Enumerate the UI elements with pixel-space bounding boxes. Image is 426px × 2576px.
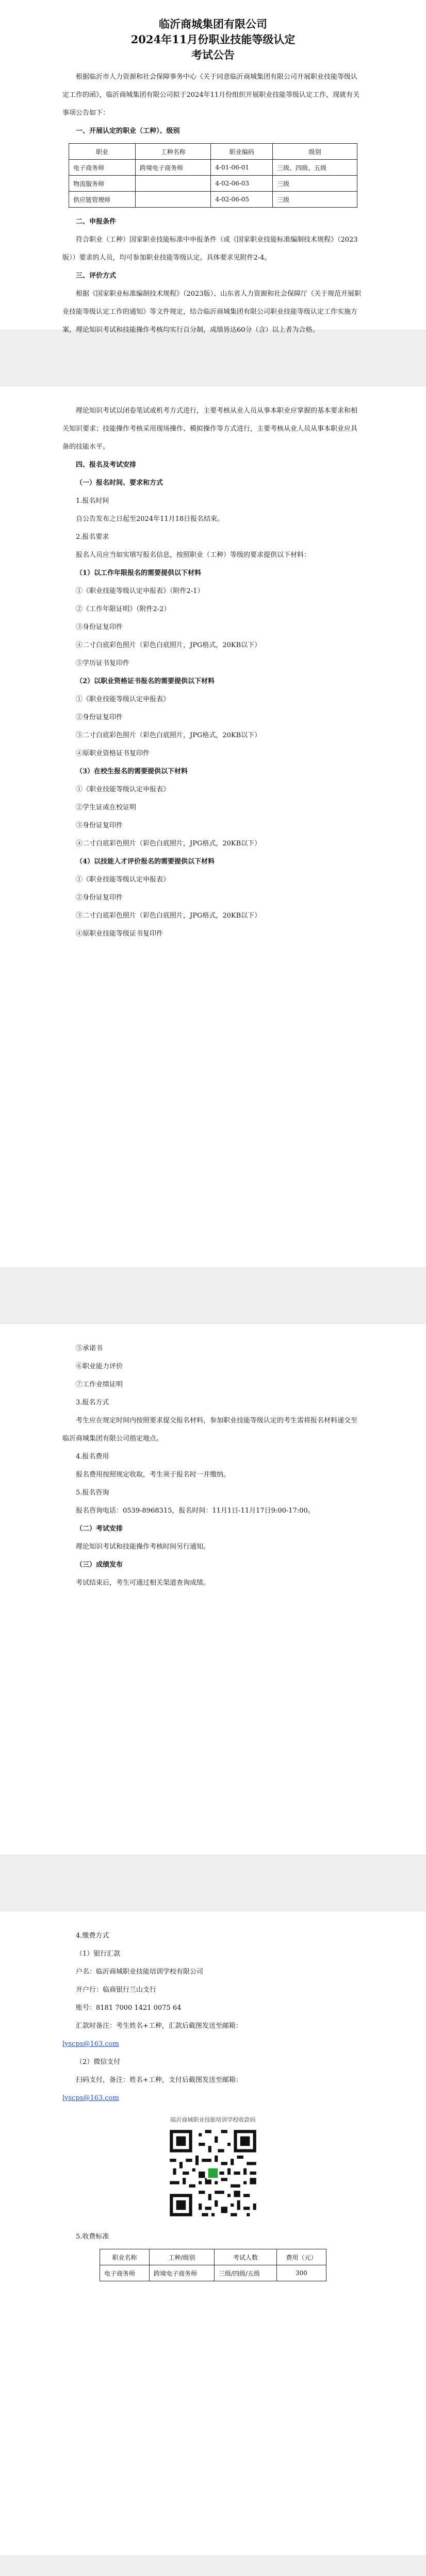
table-header-row [69, 144, 357, 160]
body-4-1-5: 报名咨询电话：0539-8968315，报名时间：11月1日-11月17日9:00-17:00。 [76, 1507, 315, 1515]
table-header-cell: 级别 [273, 144, 357, 160]
table-cell: 供应链管理师 [69, 192, 136, 208]
table-cell: 三级/四级/五级 [214, 2265, 276, 2281]
intro-paragraph: 根据临沂市人力资源和社会保障事务中心《关于同意临沂商城集团有限公司开展职业技能等级认定工作的函》，临沂商城集团有限公司拟于2024年11月份组织开展职业技能等级认定工作，现就有关事项公告如下： [62, 73, 360, 117]
table-cell: 300 [276, 2265, 326, 2281]
bank-name: 开户行：临商银行兰山支行 [76, 1986, 157, 1994]
page-4 [45, 1911, 381, 2555]
body-4-1-3: 考生应在规定时间内按照要求提交报名材料，参加职业技能等级认定的考生需将报名材料递交至临沂商城集团有限公司指定地点。 [62, 1417, 358, 1443]
heading-4-1-2: 2.报名要求 [76, 533, 109, 541]
subsection-4-1: （一）报名时间、要求和方式 [76, 479, 163, 487]
page-3 [45, 1324, 381, 1855]
table-cell: 4-02-06-03 [211, 176, 273, 192]
table-header-row [100, 2249, 326, 2265]
page-2 [45, 386, 381, 1267]
payment-heading: 4.缴费方式 [76, 1932, 109, 1940]
table-header-cell: 工种名称 [136, 144, 211, 160]
table-header-cell: 职业名称 [100, 2249, 150, 2265]
heading-4-1-1: 1.报名时间 [76, 497, 109, 505]
table-header-cell: 职业 [69, 144, 136, 160]
page-1 [45, 0, 381, 334]
list-item: ②身份证复印件 [76, 714, 123, 721]
list-item: ②身份证复印件 [76, 894, 123, 902]
list-item: ⑤承诺书 [76, 1345, 103, 1352]
wechat-note: 扫码支付，备注：姓名+工种，支付后截图发送至邮箱： [76, 2076, 242, 2084]
payment-method-bank: （1）银行汇款 [76, 1950, 121, 1958]
fee-table [100, 2249, 326, 2281]
occupation-table [69, 143, 357, 208]
table-row [69, 176, 357, 192]
table-header-cell: 考试人数 [214, 2249, 276, 2265]
body-4-1-4: 报名费用按照规定收取，考生须于报名时一并缴纳。 [76, 1471, 231, 1479]
section-3-body-b: 理论知识考试以闭卷笔试或机考方式进行，主要考核从业人员从事本职业应掌握的基本要求和相关知识要求；技能操作考核采用现场操作、模拟操作等方式进行，主要考核从业人员从事本职业应具备的技能水平。 [62, 407, 358, 451]
table-cell: 三级、四级、五级 [273, 160, 357, 176]
subsection-4-3: （三）成绩发布 [76, 1561, 123, 1569]
page-separator [0, 1855, 426, 1911]
list-item: ②《工作年限证明》（附件2-2） [76, 605, 171, 613]
subsection-4-2: （二）考试安排 [76, 1525, 123, 1533]
list-item: ②学生证或在校证明 [76, 804, 137, 811]
payment-note: 汇款时备注：考生姓名+工种，汇款后截图发送至邮箱： [76, 2022, 242, 2030]
account-number: 账号：8181 7000 1421 0075 64 [76, 2004, 182, 2012]
qr-code-icon [167, 2127, 259, 2219]
table-header-cell: 职业编码 [211, 144, 273, 160]
email-line-2 [62, 2089, 364, 2107]
table-row [69, 192, 357, 208]
wechat-email-link[interactable]: lyscps@163.com [62, 2094, 119, 2102]
body-4-3: 考试结束后，考生可通过相关渠道查询成绩。 [76, 1579, 210, 1587]
qr-code-block [156, 2115, 270, 2219]
list-item: ①《职业技能等级认定申报表》 [76, 786, 170, 793]
table-cell: 物流服务师 [69, 176, 136, 192]
list-item: ③身份证复印件 [76, 822, 123, 829]
heading-4-1-5: 5.报名咨询 [76, 1489, 109, 1497]
doc-title-line3: 考试公告 [191, 48, 235, 61]
email-line [62, 2035, 364, 2053]
list-item: ④二寸白底彩色照片（彩色白底照片，JPG格式，20KB以下） [76, 641, 261, 649]
list-d-title: （4）以技能人才评价报名的需要提供以下材料 [76, 858, 215, 866]
list-a-title: （1）以工作年限报名的需要提供以下材料 [76, 569, 202, 577]
section-1-heading: 一、开展认定的职业（工种）、级别 [76, 127, 180, 135]
table-cell: 电子商务师 [69, 160, 136, 176]
list-item: ③二寸白底彩色照片（彩色白底照片，JPG格式，20KB以下） [76, 732, 261, 739]
list-item: ⑤学历证书复印件 [76, 659, 130, 667]
section-3-body-a: 根据《国家职业标准编制技术规程》（2023版）、山东省人力资源和社会保障厅《关于规范开展职业技能等级认定工作的通知》等文件规定，结合临沂商城集团有限公司职业技能等级认定工作实施方案，理论知识考试和技能操作考核均实行百分制，成绩皆达60分（含）以上者为合格。 [62, 290, 362, 334]
fee-heading: 5.收费标准 [76, 2233, 109, 2241]
heading-4-1-3: 3.报名方式 [76, 1399, 109, 1406]
list-item: ④原职业技能等级证书复印件 [76, 930, 163, 938]
list-item: ③身份证复印件 [76, 623, 123, 631]
table-cell [136, 192, 211, 208]
table-cell: 跨境电子商务师 [136, 160, 211, 176]
heading-4-1-4: 4.报名费用 [76, 1453, 109, 1461]
list-item: ⑥职业能力评价 [76, 1363, 123, 1370]
payment-email-link[interactable]: lyscps@163.com [62, 2040, 119, 2048]
qr-caption: 临沂商城职业技能培训学校收款码 [170, 2116, 256, 2123]
list-b-title: （2）以职业资格证书报名的需要提供以下材料 [76, 677, 215, 685]
table-cell: 三级 [273, 176, 357, 192]
section-3-heading: 三、评价方式 [76, 272, 117, 280]
page-separator [0, 2555, 426, 2576]
list-item: ③二寸白底彩色照片（彩色白底照片，JPG格式，20KB以下） [76, 912, 261, 920]
table-row [100, 2265, 326, 2281]
list-item: ④二寸白底彩色照片（彩色白底照片，JPG格式，20KB以下） [76, 840, 261, 848]
list-item: ⑦工作业绩证明 [76, 1381, 123, 1388]
list-item: ①《职业技能等级认定申报表》 [76, 876, 170, 884]
body-4-1-2: 报名人员应当如实填写报名信息，按照职业（工种）等级的要求提供以下材料： [76, 551, 311, 559]
table-header-cell: 费用（元） [276, 2249, 326, 2265]
table-cell: 4-02-06-05 [211, 192, 273, 208]
list-c-title: （3）在校生报名的需要提供以下材料 [76, 768, 188, 775]
table-cell: 三级 [273, 192, 357, 208]
section-4-heading: 四、报名及考试安排 [76, 461, 137, 469]
list-item: ①《职业技能等级认定申报表》 [76, 696, 170, 703]
table-cell: 电子商务师 [100, 2265, 150, 2281]
body-4-2: 理论知识考试和技能操作考核时间另行通知。 [76, 1543, 210, 1551]
table-cell: 跨境电子商务师 [150, 2265, 215, 2281]
payment-method-wechat: （2）微信支付 [76, 2058, 121, 2066]
doc-title-line1: 临沂商城集团有限公司 [159, 18, 267, 30]
table-cell: 4-01-06-01 [211, 160, 273, 176]
table-cell [136, 176, 211, 192]
section-2-heading: 二、申报条件 [76, 218, 117, 226]
table-row [69, 160, 357, 176]
section-2-body: 符合职业（工种）国家职业技能标准中申报条件（或《国家职业技能标准编制技术规程》（2023版））要求的人员，均可参加职业技能等级认定。具体要求见附件2-4。 [62, 236, 358, 262]
doc-title-line2: 2024年11月份职业技能等级认定 [130, 33, 296, 46]
list-item: ①《职业技能等级认定申报表》（附件2-1） [76, 587, 204, 595]
account-name: 户名：临沂商城职业技能培训学校有限公司 [76, 1968, 204, 1976]
table-header-cell: 工种/级别 [150, 2249, 215, 2265]
page-separator [0, 1267, 426, 1324]
list-item: ④原职业资格证书复印件 [76, 750, 150, 757]
body-4-1-1: 自公告发布之日起至2024年11月18日报名结束。 [76, 515, 224, 523]
